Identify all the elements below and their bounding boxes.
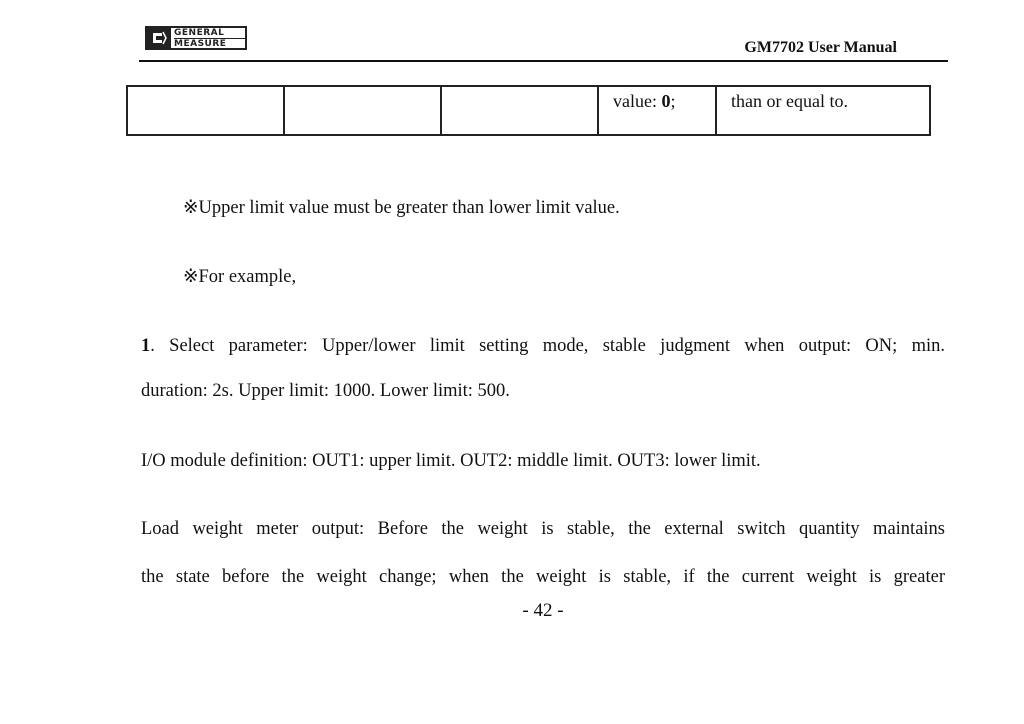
- logo-line-measure: MEASURE: [174, 38, 245, 49]
- table-cell-4: [598, 86, 716, 135]
- table-cell-value-suffix: ;: [670, 91, 676, 111]
- table-row: [127, 86, 930, 135]
- load-output-line-2: the state before the weight change; when the weight is stable, if the current weight is greater: [141, 567, 945, 587]
- table-cell-5: than or equal to.: [716, 86, 930, 135]
- table-cell-2: [284, 86, 441, 135]
- example-number: 1: [141, 336, 151, 356]
- note-example: ※For example,: [183, 267, 297, 287]
- table-cell-1: [127, 86, 284, 135]
- logo-mark-icon: [147, 28, 171, 48]
- table-cell-3: [441, 86, 598, 135]
- logo-line-general: GENERAL: [174, 27, 225, 38]
- header-divider: [139, 60, 948, 62]
- table-cell-value-label: value:: [613, 91, 662, 111]
- manual-title: GM7702 User Manual: [744, 39, 897, 56]
- io-module-definition: I/O module definition: OUT1: upper limit. OUT2: middle limit. OUT3: lower limit.: [141, 451, 761, 471]
- load-output-line-1: Load weight meter output: Before the weight is stable, the external switch quantity maintains: [141, 519, 945, 539]
- parameter-table-fragment: [126, 85, 931, 136]
- example-line-1: [141, 335, 945, 357]
- example-line-2: duration: 2s. Upper limit: 1000. Lower limit: 500.: [141, 381, 510, 401]
- logo-text: [171, 28, 245, 48]
- example-text-1: . Select parameter: Upper/lower limit setting mode, stable judgment when output: ON; min.: [150, 336, 945, 356]
- general-measure-logo: [145, 26, 247, 50]
- page-number: - 42 -: [522, 600, 564, 621]
- note-upper-lower: ※Upper limit value must be greater than lower limit value.: [183, 198, 620, 218]
- table-cell-value-number: 0: [661, 91, 671, 111]
